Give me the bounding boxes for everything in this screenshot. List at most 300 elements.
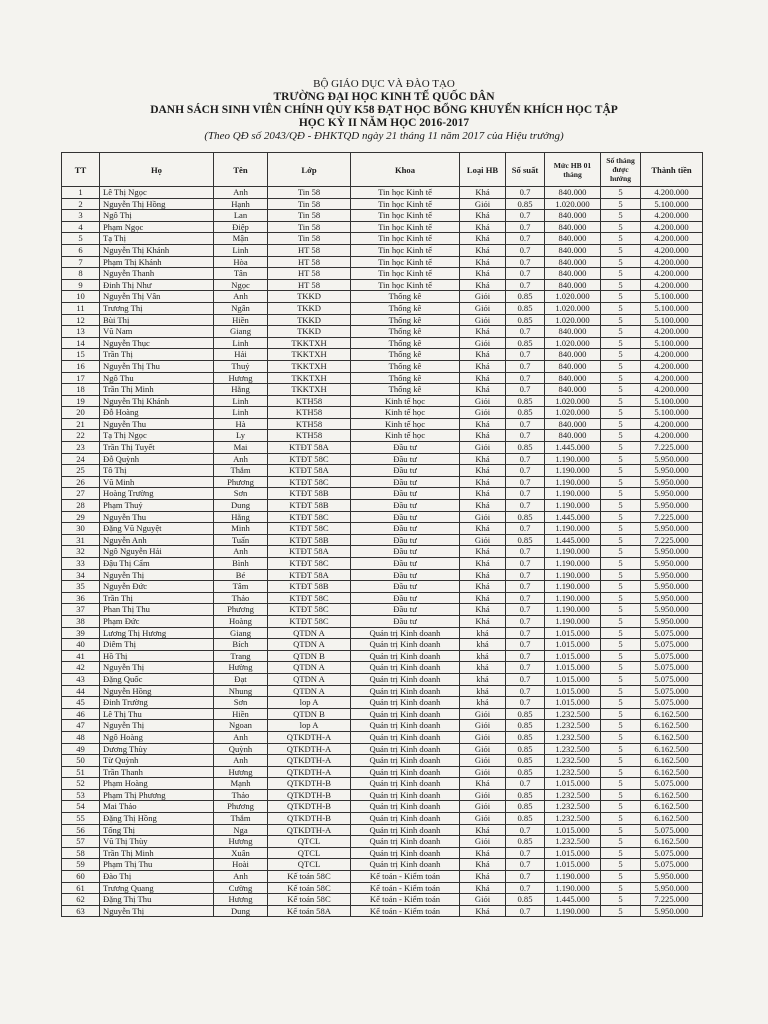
cell-monthly-amount: 1.015.000: [545, 859, 601, 871]
cell-total-amount: 5.950.000: [641, 523, 703, 535]
cell-first-name: Hường: [214, 662, 268, 674]
cell-monthly-amount: 1.445.000: [545, 534, 601, 546]
cell-quota: 0.85: [506, 198, 545, 210]
cell-faculty: Thống kê: [351, 314, 460, 326]
cell-row-number: 56: [62, 824, 100, 836]
cell-months: 5: [601, 813, 641, 825]
cell-monthly-amount: 1.232.500: [545, 836, 601, 848]
cell-quota: 0.85: [506, 789, 545, 801]
cell-first-name: Hằng: [214, 511, 268, 523]
cell-row-number: 58: [62, 847, 100, 859]
cell-faculty: Đầu tư: [351, 534, 460, 546]
cell-faculty: Đầu tư: [351, 592, 460, 604]
cell-quota: 0.7: [506, 256, 545, 268]
cell-monthly-amount: 1.015.000: [545, 673, 601, 685]
table-row: [62, 453, 703, 465]
cell-scholarship-type: Khá: [460, 384, 506, 396]
cell-first-name: Nhung: [214, 685, 268, 697]
cell-total-amount: 5.100.000: [641, 302, 703, 314]
cell-total-amount: 7.225.000: [641, 511, 703, 523]
cell-class: HT 58: [268, 279, 351, 291]
cell-faculty: Kế toán - Kiểm toán: [351, 871, 460, 883]
cell-months: 5: [601, 789, 641, 801]
cell-first-name: Hoàng: [214, 615, 268, 627]
cell-faculty: Đầu tư: [351, 523, 460, 535]
table-row: [62, 685, 703, 697]
cell-row-number: 23: [62, 442, 100, 454]
cell-monthly-amount: 1.015.000: [545, 847, 601, 859]
cell-total-amount: 5.950.000: [641, 465, 703, 477]
cell-class: TKKTXH: [268, 337, 351, 349]
cell-last-name: Lê Thị Thu: [100, 708, 214, 720]
cell-class: KTĐT 58C: [268, 523, 351, 535]
cell-faculty: Tin học Kinh tế: [351, 279, 460, 291]
cell-total-amount: 4.200.000: [641, 360, 703, 372]
cell-class: Tin 58: [268, 221, 351, 233]
cell-months: 5: [601, 488, 641, 500]
cell-monthly-amount: 840.000: [545, 418, 601, 430]
cell-class: QTKDTH-B: [268, 778, 351, 790]
cell-row-number: 20: [62, 407, 100, 419]
cell-scholarship-type: Giỏi: [460, 720, 506, 732]
cell-faculty: Đầu tư: [351, 546, 460, 558]
cell-monthly-amount: 840.000: [545, 372, 601, 384]
cell-first-name: Ngân: [214, 302, 268, 314]
cell-quota: 0.7: [506, 859, 545, 871]
cell-months: 5: [601, 453, 641, 465]
cell-months: 5: [601, 302, 641, 314]
cell-monthly-amount: 1.232.500: [545, 801, 601, 813]
cell-faculty: Quản trị Kinh doanh: [351, 755, 460, 767]
cell-scholarship-type: Khá: [460, 430, 506, 442]
cell-total-amount: 5.075.000: [641, 847, 703, 859]
cell-quota: 0.85: [506, 314, 545, 326]
cell-monthly-amount: 1.190.000: [545, 581, 601, 593]
cell-first-name: Thảo: [214, 592, 268, 604]
cell-last-name: Trần Thị Tuyết: [100, 442, 214, 454]
cell-faculty: Thống kê: [351, 360, 460, 372]
cell-first-name: Mạnh: [214, 778, 268, 790]
cell-first-name: Mai: [214, 442, 268, 454]
cell-row-number: 54: [62, 801, 100, 813]
cell-row-number: 41: [62, 650, 100, 662]
cell-scholarship-type: Giỏi: [460, 442, 506, 454]
table-row: [62, 824, 703, 836]
table-row: [62, 244, 703, 256]
cell-last-name: Ngô Thị: [100, 210, 214, 222]
cell-monthly-amount: 1.190.000: [545, 488, 601, 500]
table-row: [62, 801, 703, 813]
cell-quota: 0.7: [506, 615, 545, 627]
cell-monthly-amount: 840.000: [545, 360, 601, 372]
cell-months: 5: [601, 581, 641, 593]
cell-row-number: 28: [62, 500, 100, 512]
cell-class: QTKDTH-B: [268, 813, 351, 825]
cell-scholarship-type: Giỏi: [460, 708, 506, 720]
cell-total-amount: 6.162.500: [641, 836, 703, 848]
cell-months: 5: [601, 256, 641, 268]
cell-class: lop A: [268, 720, 351, 732]
cell-class: KTĐT 58C: [268, 558, 351, 570]
cell-monthly-amount: 1.020.000: [545, 198, 601, 210]
table-row: [62, 418, 703, 430]
cell-first-name: Hải: [214, 349, 268, 361]
cell-last-name: Trần Thanh: [100, 766, 214, 778]
cell-class: KTĐT 58C: [268, 604, 351, 616]
cell-row-number: 37: [62, 604, 100, 616]
table-row: [62, 233, 703, 245]
cell-scholarship-type: Khá: [460, 824, 506, 836]
cell-quota: 0.7: [506, 662, 545, 674]
cell-last-name: Phạm Đức: [100, 615, 214, 627]
cell-faculty: Kinh tế học: [351, 418, 460, 430]
col-header-quota: Số suất: [506, 153, 545, 187]
cell-row-number: 62: [62, 894, 100, 906]
cell-months: 5: [601, 801, 641, 813]
cell-first-name: Hoài: [214, 859, 268, 871]
cell-faculty: Quản trị Kinh doanh: [351, 639, 460, 651]
cell-first-name: Linh: [214, 244, 268, 256]
cell-total-amount: 4.200.000: [641, 279, 703, 291]
cell-faculty: Tin học Kinh tế: [351, 268, 460, 280]
cell-row-number: 61: [62, 882, 100, 894]
cell-first-name: Sơn: [214, 488, 268, 500]
cell-scholarship-type: Khá: [460, 615, 506, 627]
cell-first-name: Hiền: [214, 314, 268, 326]
cell-class: TKKD: [268, 291, 351, 303]
cell-quota: 0.85: [506, 743, 545, 755]
cell-monthly-amount: 1.232.500: [545, 766, 601, 778]
cell-last-name: Diêm Thị: [100, 639, 214, 651]
cell-last-name: Phạm Thị Thu: [100, 859, 214, 871]
cell-months: 5: [601, 894, 641, 906]
cell-class: QTDN A: [268, 673, 351, 685]
table-row: [62, 813, 703, 825]
cell-last-name: Đậu Thị Cẩm: [100, 558, 214, 570]
cell-monthly-amount: 1.020.000: [545, 291, 601, 303]
table-row: [62, 210, 703, 222]
cell-row-number: 50: [62, 755, 100, 767]
cell-monthly-amount: 840.000: [545, 430, 601, 442]
cell-class: QTKDTH-A: [268, 755, 351, 767]
cell-monthly-amount: 1.190.000: [545, 882, 601, 894]
cell-last-name: Trần Thị Minh: [100, 384, 214, 396]
cell-first-name: Tân: [214, 268, 268, 280]
cell-monthly-amount: 840.000: [545, 279, 601, 291]
table-row: [62, 372, 703, 384]
cell-last-name: Ngô Nguyễn Hải: [100, 546, 214, 558]
cell-faculty: Quản trị Kinh doanh: [351, 824, 460, 836]
cell-last-name: Nguyễn Thị Khánh: [100, 395, 214, 407]
cell-quota: 0.7: [506, 673, 545, 685]
cell-row-number: 52: [62, 778, 100, 790]
cell-faculty: Quản trị Kinh doanh: [351, 859, 460, 871]
cell-row-number: 49: [62, 743, 100, 755]
col-header-months: Số tháng được hưởng: [601, 153, 641, 187]
cell-first-name: Hương: [214, 836, 268, 848]
cell-quota: 0.7: [506, 639, 545, 651]
cell-first-name: Tâm: [214, 581, 268, 593]
table-row: [62, 871, 703, 883]
table-row: [62, 546, 703, 558]
cell-monthly-amount: 840.000: [545, 210, 601, 222]
cell-scholarship-type: Giỏi: [460, 534, 506, 546]
cell-total-amount: 5.075.000: [641, 673, 703, 685]
col-header-last-name: Họ: [100, 153, 214, 187]
cell-months: 5: [601, 210, 641, 222]
cell-quota: 0.7: [506, 233, 545, 245]
cell-last-name: Đặng Vũ Nguyệt: [100, 523, 214, 535]
table-row: [62, 442, 703, 454]
table-row: [62, 778, 703, 790]
cell-total-amount: 4.200.000: [641, 372, 703, 384]
cell-first-name: Phương: [214, 801, 268, 813]
cell-scholarship-type: khá: [460, 685, 506, 697]
cell-total-amount: 5.075.000: [641, 697, 703, 709]
table-row: [62, 859, 703, 871]
cell-total-amount: 6.162.500: [641, 731, 703, 743]
cell-first-name: Bé: [214, 569, 268, 581]
cell-class: lop A: [268, 697, 351, 709]
cell-scholarship-type: Khá: [460, 372, 506, 384]
cell-class: Tin 58: [268, 210, 351, 222]
cell-monthly-amount: 840.000: [545, 268, 601, 280]
cell-faculty: Đầu tư: [351, 488, 460, 500]
cell-months: 5: [601, 673, 641, 685]
cell-row-number: 53: [62, 789, 100, 801]
cell-months: 5: [601, 662, 641, 674]
cell-last-name: Trương Thị: [100, 302, 214, 314]
cell-class: Tin 58: [268, 233, 351, 245]
table-row: [62, 627, 703, 639]
cell-last-name: Trương Quang: [100, 882, 214, 894]
cell-first-name: Mận: [214, 233, 268, 245]
cell-row-number: 45: [62, 697, 100, 709]
cell-class: KTĐT 58B: [268, 500, 351, 512]
cell-total-amount: 5.100.000: [641, 291, 703, 303]
cell-last-name: Tống Thị: [100, 824, 214, 836]
cell-first-name: Linh: [214, 337, 268, 349]
cell-faculty: Đầu tư: [351, 569, 460, 581]
cell-first-name: Anh: [214, 546, 268, 558]
cell-quota: 0.7: [506, 882, 545, 894]
cell-row-number: 10: [62, 291, 100, 303]
cell-monthly-amount: 1.015.000: [545, 639, 601, 651]
cell-total-amount: 6.162.500: [641, 720, 703, 732]
cell-scholarship-type: khá: [460, 650, 506, 662]
cell-faculty: Thống kê: [351, 302, 460, 314]
cell-total-amount: 4.200.000: [641, 187, 703, 199]
cell-row-number: 19: [62, 395, 100, 407]
cell-class: HT 58: [268, 268, 351, 280]
cell-scholarship-type: Khá: [460, 882, 506, 894]
table-row: [62, 755, 703, 767]
cell-last-name: Lương Thị Hương: [100, 627, 214, 639]
cell-class: QTCL: [268, 859, 351, 871]
cell-faculty: Quản trị Kinh doanh: [351, 650, 460, 662]
cell-total-amount: 5.950.000: [641, 581, 703, 593]
cell-class: KTĐT 58C: [268, 615, 351, 627]
cell-class: TKKTXH: [268, 360, 351, 372]
cell-row-number: 38: [62, 615, 100, 627]
cell-scholarship-type: Giỏi: [460, 407, 506, 419]
cell-faculty: Quản trị Kinh doanh: [351, 847, 460, 859]
cell-monthly-amount: 1.190.000: [545, 523, 601, 535]
cell-total-amount: 4.200.000: [641, 268, 703, 280]
cell-monthly-amount: 1.190.000: [545, 615, 601, 627]
cell-row-number: 31: [62, 534, 100, 546]
cell-quota: 0.7: [506, 418, 545, 430]
cell-class: HT 58: [268, 256, 351, 268]
cell-row-number: 13: [62, 326, 100, 338]
cell-total-amount: 5.100.000: [641, 314, 703, 326]
cell-class: QTKDTH-B: [268, 801, 351, 813]
table-row: [62, 500, 703, 512]
cell-quota: 0.7: [506, 905, 545, 917]
cell-faculty: Đầu tư: [351, 581, 460, 593]
table-row: [62, 581, 703, 593]
table-row: [62, 708, 703, 720]
cell-scholarship-type: Khá: [460, 581, 506, 593]
cell-total-amount: 5.075.000: [641, 778, 703, 790]
table-row: [62, 650, 703, 662]
cell-row-number: 55: [62, 813, 100, 825]
cell-last-name: Đinh Thị Như: [100, 279, 214, 291]
cell-row-number: 21: [62, 418, 100, 430]
cell-quota: 0.7: [506, 581, 545, 593]
cell-quota: 0.7: [506, 244, 545, 256]
cell-total-amount: 7.225.000: [641, 894, 703, 906]
cell-faculty: Thống kê: [351, 291, 460, 303]
table-row: [62, 558, 703, 570]
cell-quota: 0.85: [506, 337, 545, 349]
col-header-faculty: Khoa: [351, 153, 460, 187]
cell-first-name: Trang: [214, 650, 268, 662]
cell-quota: 0.7: [506, 824, 545, 836]
cell-row-number: 18: [62, 384, 100, 396]
cell-row-number: 7: [62, 256, 100, 268]
cell-last-name: Đặng Thị Thu: [100, 894, 214, 906]
cell-first-name: Anh: [214, 453, 268, 465]
cell-last-name: Nguyễn Thị: [100, 569, 214, 581]
cell-last-name: Lê Thị Ngọc: [100, 187, 214, 199]
cell-quota: 0.7: [506, 488, 545, 500]
cell-class: TKKTXH: [268, 384, 351, 396]
cell-total-amount: 5.950.000: [641, 546, 703, 558]
cell-scholarship-type: Khá: [460, 546, 506, 558]
cell-months: 5: [601, 268, 641, 280]
cell-class: QTKDTH-A: [268, 743, 351, 755]
document-header: [0, 78, 768, 143]
cell-total-amount: 4.200.000: [641, 244, 703, 256]
cell-faculty: Kinh tế học: [351, 430, 460, 442]
cell-monthly-amount: 1.190.000: [545, 558, 601, 570]
cell-row-number: 9: [62, 279, 100, 291]
cell-last-name: Phạm Thị Phương: [100, 789, 214, 801]
cell-quota: 0.85: [506, 291, 545, 303]
cell-quota: 0.7: [506, 453, 545, 465]
cell-last-name: Ngô Thu: [100, 372, 214, 384]
cell-class: KTĐT 58C: [268, 476, 351, 488]
cell-faculty: Quản trị Kinh doanh: [351, 789, 460, 801]
cell-last-name: Nguyễn Thị Vân: [100, 291, 214, 303]
cell-first-name: Thắm: [214, 813, 268, 825]
cell-total-amount: 5.100.000: [641, 407, 703, 419]
cell-row-number: 33: [62, 558, 100, 570]
cell-faculty: Thống kê: [351, 372, 460, 384]
table-row: [62, 291, 703, 303]
table-row: [62, 488, 703, 500]
cell-last-name: Vũ Thị Thùy: [100, 836, 214, 848]
cell-first-name: Giang: [214, 627, 268, 639]
cell-row-number: 59: [62, 859, 100, 871]
cell-faculty: Kinh tế học: [351, 407, 460, 419]
cell-class: QTDN B: [268, 708, 351, 720]
cell-last-name: Nguyễn Đức: [100, 581, 214, 593]
cell-last-name: Nguyễn Thị: [100, 720, 214, 732]
cell-faculty: Thống kê: [351, 337, 460, 349]
cell-scholarship-type: Khá: [460, 847, 506, 859]
cell-scholarship-type: Giỏi: [460, 836, 506, 848]
cell-first-name: Hà: [214, 418, 268, 430]
cell-monthly-amount: 840.000: [545, 244, 601, 256]
cell-quota: 0.85: [506, 534, 545, 546]
cell-first-name: Anh: [214, 291, 268, 303]
cell-class: KTĐT 58B: [268, 534, 351, 546]
cell-total-amount: 5.075.000: [641, 650, 703, 662]
cell-last-name: Nguyễn Thị: [100, 905, 214, 917]
cell-faculty: Đầu tư: [351, 511, 460, 523]
cell-row-number: 5: [62, 233, 100, 245]
cell-faculty: Thống kê: [351, 384, 460, 396]
cell-monthly-amount: 1.232.500: [545, 731, 601, 743]
cell-first-name: Anh: [214, 187, 268, 199]
cell-first-name: Phương: [214, 476, 268, 488]
cell-months: 5: [601, 546, 641, 558]
cell-last-name: Dương Thùy: [100, 743, 214, 755]
cell-quota: 0.85: [506, 755, 545, 767]
cell-total-amount: 4.200.000: [641, 349, 703, 361]
cell-class: KTĐT 58B: [268, 581, 351, 593]
cell-total-amount: 4.200.000: [641, 210, 703, 222]
cell-months: 5: [601, 847, 641, 859]
cell-last-name: Vũ Minh: [100, 476, 214, 488]
cell-scholarship-type: Giỏi: [460, 731, 506, 743]
cell-months: 5: [601, 569, 641, 581]
cell-last-name: Tạ Thị: [100, 233, 214, 245]
cell-quota: 0.7: [506, 650, 545, 662]
cell-quota: 0.7: [506, 187, 545, 199]
cell-class: KTH58: [268, 430, 351, 442]
cell-total-amount: 5.950.000: [641, 453, 703, 465]
cell-scholarship-type: Khá: [460, 187, 506, 199]
cell-last-name: Nguyễn Thu: [100, 511, 214, 523]
table-row: [62, 476, 703, 488]
cell-total-amount: 4.200.000: [641, 418, 703, 430]
cell-total-amount: 5.950.000: [641, 476, 703, 488]
cell-quota: 0.7: [506, 558, 545, 570]
cell-months: 5: [601, 500, 641, 512]
cell-months: 5: [601, 337, 641, 349]
cell-class: QTKDTH-A: [268, 766, 351, 778]
cell-total-amount: 5.075.000: [641, 859, 703, 871]
cell-monthly-amount: 1.015.000: [545, 662, 601, 674]
cell-first-name: Hương: [214, 372, 268, 384]
cell-row-number: 12: [62, 314, 100, 326]
cell-scholarship-type: Giỏi: [460, 789, 506, 801]
cell-monthly-amount: 840.000: [545, 233, 601, 245]
cell-months: 5: [601, 360, 641, 372]
